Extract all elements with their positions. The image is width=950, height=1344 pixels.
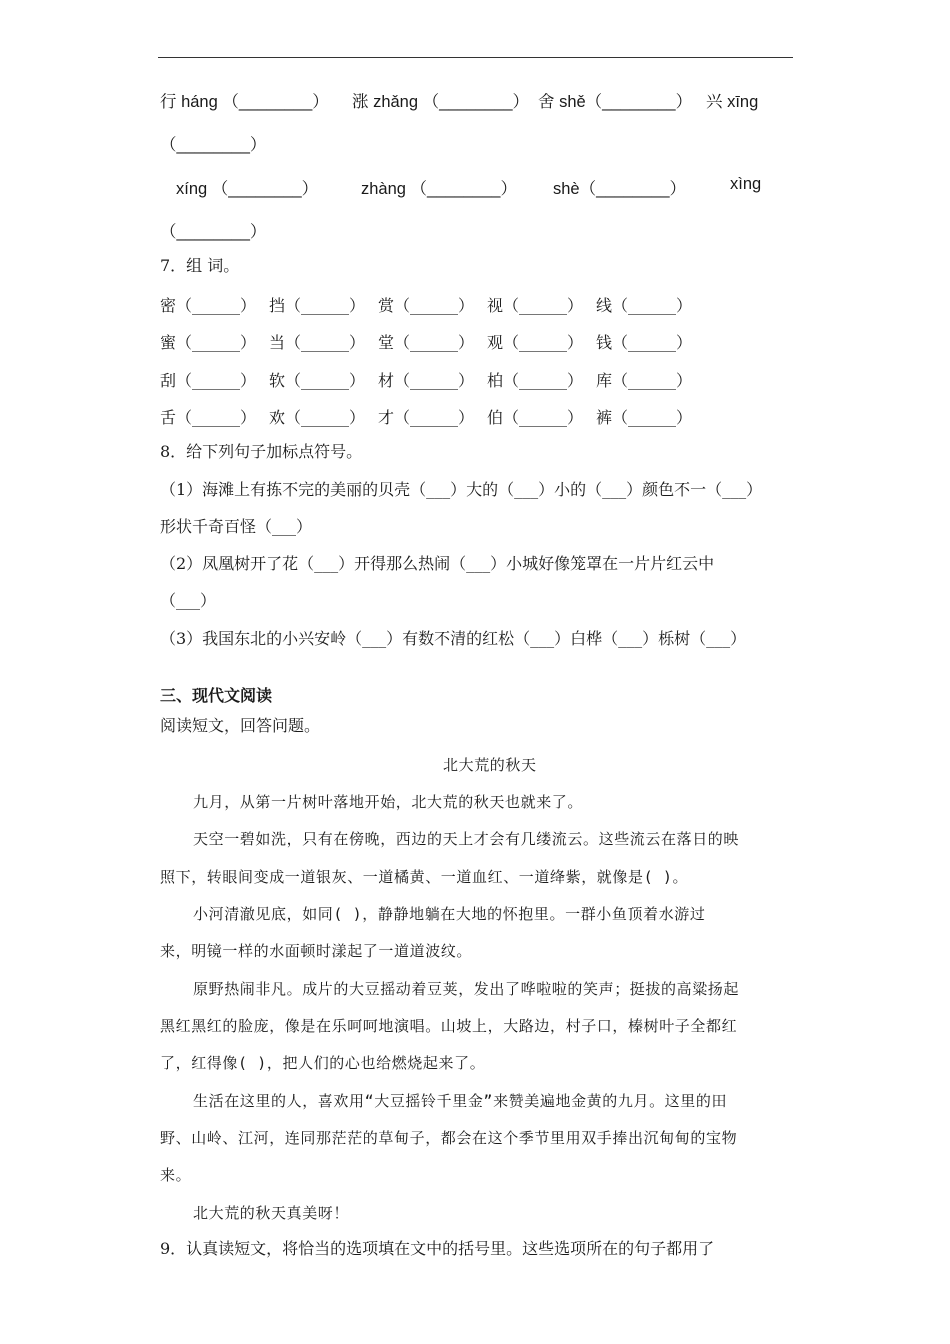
q7-cell: 赏（______） [378, 296, 475, 315]
q7-cell: 蜜（______） [160, 333, 257, 352]
q8-sentence-1-cont: 形状千奇百怪（___） [160, 517, 313, 536]
passage-line: 野、山岭、江河，连同那茫茫的草甸子，都会在这个季节里用双手捧出沉甸甸的宝物 [160, 1129, 738, 1147]
passage-line: 照下，转眼间变成一道银灰、一道橘黄、一道血红、一道绛紫，就像是( )。 [160, 868, 689, 886]
q6-item: shè（________） [553, 180, 687, 198]
q6-item: xìng [730, 175, 762, 193]
passage-line: 生活在这里的人，喜欢用“大豆摇铃千里金”来赞美遍地金黄的九月。这里的田 [193, 1092, 728, 1110]
q7-cell: 裤（______） [596, 408, 693, 427]
header-rule [158, 57, 793, 58]
q7-cell: 伯（______） [487, 408, 584, 427]
q7-cell: 钱（______） [596, 333, 693, 352]
q7-cell: 当（______） [269, 333, 366, 352]
q8-sentence-3: （3）我国东北的小兴安岭（___）有数不清的红松（___）白桦（___）栎树（___） [160, 629, 747, 648]
passage-line: 了，红得像( )，把人们的心也给燃烧起来了。 [160, 1054, 486, 1072]
q6-item: （________） [160, 136, 267, 154]
q7-cell: 材（______） [378, 371, 475, 390]
q7-title: 7．组 词。 [160, 256, 240, 275]
reading-instruction: 阅读短文，回答问题。 [160, 716, 321, 735]
q7-cell: 欢（______） [269, 408, 366, 427]
q8-title: 8．给下列句子加标点符号。 [160, 442, 363, 461]
q8-sentence-1: （1）海滩上有拣不完的美丽的贝壳（___）大的（___）小的（___）颜色不一（___） [160, 480, 763, 499]
q7-cell: 库（______） [596, 371, 693, 390]
q7-cell: 堂（______） [378, 333, 475, 352]
q7-cell: 挡（______） [269, 296, 366, 315]
q7-cell: 观（______） [487, 333, 584, 352]
q7-cell: 才（______） [378, 408, 475, 427]
q6-item: 兴 xīng [706, 93, 759, 111]
passage-line: 来。 [160, 1166, 192, 1184]
q6-item: zhàng （________） [361, 180, 517, 198]
q7-cell: 密（______） [160, 296, 257, 315]
passage-line: 来，明镜一样的水面顿时漾起了一道道波纹。 [160, 942, 473, 960]
passage-title: 北大荒的秋天 [443, 756, 537, 774]
passage-line: 天空一碧如洗，只有在傍晚，西边的天上才会有几缕流云。这些流云在落日的映 [193, 830, 740, 848]
passage-line: 小河清澈见底，如同( )，静静地躺在大地的怀抱里。一群小鱼顶着水游过 [193, 905, 706, 923]
passage-line: 原野热闹非凡。成片的大豆摇动着豆荚，发出了哗啦啦的笑声；挺拔的高粱扬起 [193, 980, 740, 998]
q6-item: 行 háng （________） [160, 93, 329, 111]
section-heading: 三、现代文阅读 [160, 686, 273, 705]
q7-cell: 舌（______） [160, 408, 257, 427]
q6-item: xíng （________） [176, 180, 319, 198]
passage-line: 北大荒的秋天真美呀！ [193, 1204, 350, 1222]
q7-cell: 线（______） [596, 296, 693, 315]
q6-item: 舍 shě（________） [538, 93, 693, 111]
passage-line: 黑红黑红的脸庞，像是在乐呵呵地演唱。山坡上，大路边，村子口，榛树叶子全都红 [160, 1017, 738, 1035]
q6-item: 涨 zhǎng （________） [352, 93, 530, 111]
passage-line: 九月，从第一片树叶落地开始，北大荒的秋天也就来了。 [193, 793, 584, 811]
q6-item: （________） [160, 223, 267, 241]
q7-cell: 刮（______） [160, 371, 257, 390]
q7-cell: 视（______） [487, 296, 584, 315]
q9-text: 9．认真读短文，将恰当的选项填在文中的括号里。这些选项所在的句子都用了 [160, 1239, 715, 1258]
q8-sentence-2: （2）凤凰树开了花（___）开得那么热闹（___）小城好像笼罩在一片片红云中 [160, 554, 715, 573]
q7-cell: 柏（______） [487, 371, 584, 390]
q7-cell: 软（______） [269, 371, 366, 390]
q8-sentence-2-cont: （___） [160, 591, 217, 610]
